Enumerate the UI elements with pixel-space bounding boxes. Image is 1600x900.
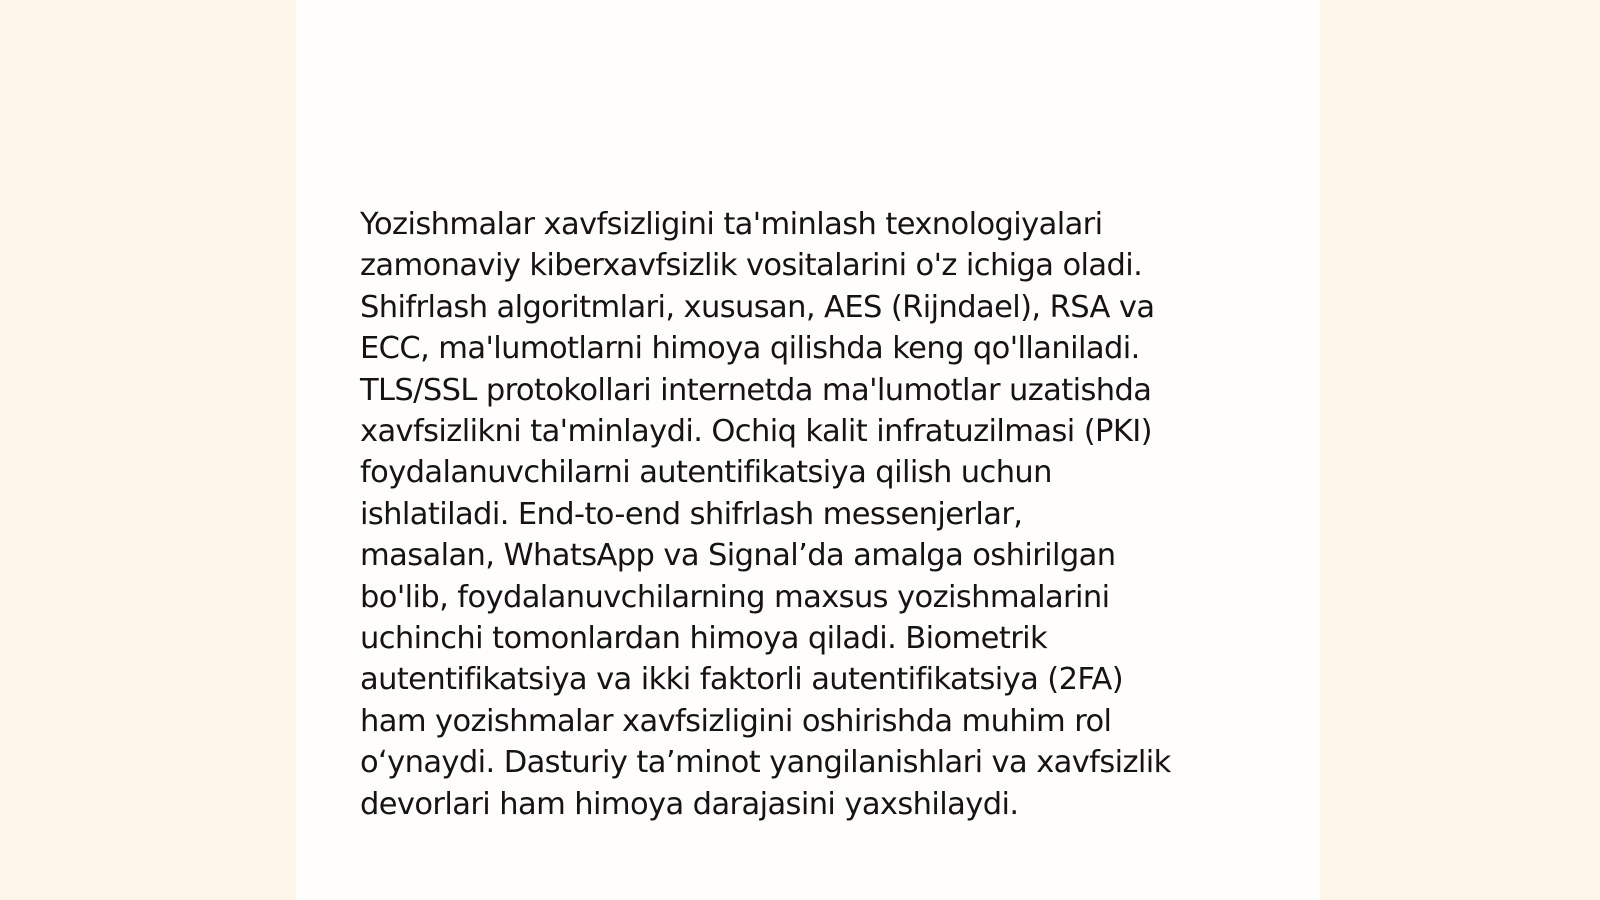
text-line: zamonaviy kiberxavfsizlik vositalarini o'z ichiga oladi.	[360, 248, 1143, 284]
text-line: Shifrlash algoritmlari, xususan, AES (Rijndael), RSA va	[360, 289, 1155, 325]
right-margin	[1320, 0, 1600, 900]
text-line: autentifikatsiya va ikki faktorli autentifikatsiya (2FA)	[360, 662, 1124, 698]
text-line: devorlari ham himoya darajasini yaxshilaydi.	[360, 786, 1019, 822]
document-page	[296, 0, 1320, 900]
body-paragraph	[360, 204, 1260, 825]
text-line: masalan, WhatsApp va Signal’da amalga oshirilgan	[360, 538, 1116, 574]
text-line: uchinchi tomonlardan himoya qiladi. Biometrik	[360, 621, 1048, 657]
text-line: xavfsizlikni ta'minlaydi. Ochiq kalit infratuzilmasi (PKI)	[360, 414, 1152, 450]
left-margin	[0, 0, 296, 900]
text-line: ham yozishmalar xavfsizligini oshirishda muhim rol	[360, 703, 1112, 739]
text-line: foydalanuvchilarni autentifikatsiya qilish uchun	[360, 455, 1052, 491]
text-line: ishlatiladi. End-to-end shifrlash messenjerlar,	[360, 496, 1023, 532]
text-line: ECC, ma'lumotlarni himoya qilishda keng qo'llaniladi.	[360, 331, 1140, 367]
text-line: bo'lib, foydalanuvchilarning maxsus yozishmalarini	[360, 579, 1110, 615]
text-line: TLS/SSL protokollari internetda ma'lumotlar uzatishda	[360, 372, 1152, 408]
text-line: Yozishmalar xavfsizligini ta'minlash texnologiyalari	[360, 207, 1103, 242]
text-line: o‘ynaydi. Dasturiy ta’minot yangilanishlari va xavfsizlik	[360, 745, 1171, 781]
